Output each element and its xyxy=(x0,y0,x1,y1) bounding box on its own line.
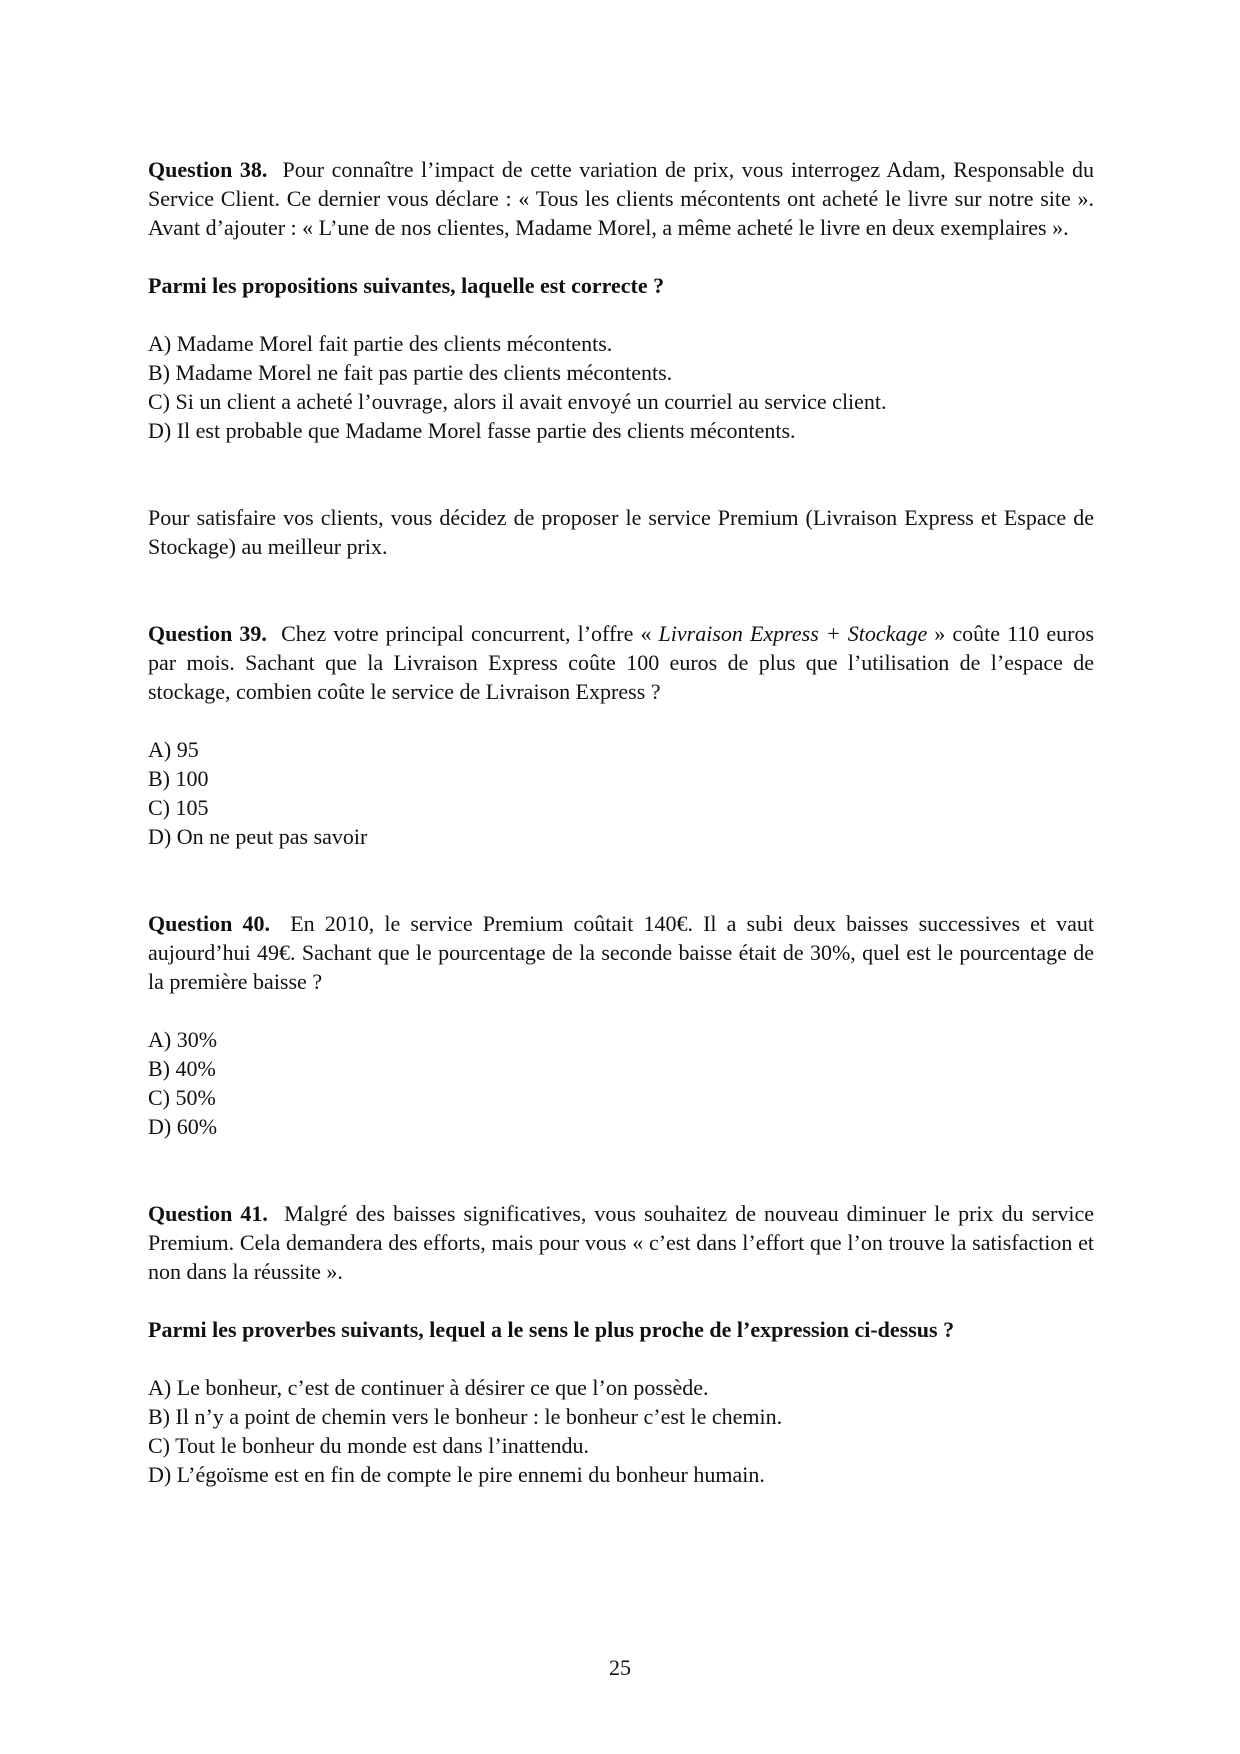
question-number: Question 40. xyxy=(148,911,270,936)
option-c: C) 50% xyxy=(148,1085,216,1110)
offer-name: Livraison Express + Stockage xyxy=(658,621,928,646)
question-39 xyxy=(148,619,1094,706)
question-text: Malgré des baisses significatives, vous souhaitez de nouveau diminuer le prix du service Premium. Cela demandera des efforts, mais pour vous « c’est dans l’effort que l’on trouve la satisfaction et non dans la réussite ». xyxy=(148,1201,1094,1284)
option-c: C) 105 xyxy=(148,795,209,820)
question-41 xyxy=(148,1199,1094,1286)
option-c: C) Tout le bonheur du monde est dans l’inattendu. xyxy=(148,1433,590,1458)
option-d: D) Il est probable que Madame Morel fasse partie des clients mécontents. xyxy=(148,418,796,443)
intro-paragraph: Pour satisfaire vos clients, vous décidez de proposer le service Premium (Livraison Express et Espace de Stockage) au meilleur prix. xyxy=(148,505,1094,559)
question-number: Question 38. xyxy=(148,157,268,182)
question-text: En 2010, le service Premium coûtait 140€. Il a subi deux baisses successives et vaut aujourd’hui 49€. Sachant que le pourcentage de la seconde baisse était de 30%, quel est le pourcentage de la première baisse ? xyxy=(148,911,1094,994)
answer-options xyxy=(148,1025,1094,1141)
option-d: D) L’égoïsme est en fin de compte le pire ennemi du bonheur humain. xyxy=(148,1462,765,1487)
option-b: B) Il n’y a point de chemin vers le bonheur : le bonheur c’est le chemin. xyxy=(148,1404,783,1429)
page-number: 25 xyxy=(609,1655,631,1680)
question-number: Question 39. xyxy=(148,621,267,646)
page-content xyxy=(148,155,1094,1489)
question-prompt: Parmi les proverbes suivants, lequel a le sens le plus proche de l’expression ci-dessus ? xyxy=(148,1317,955,1342)
answer-options xyxy=(148,329,1094,445)
question-text-end: » coûte 110 euros par mois. Sachant que la Livraison Express coûte 100 euros de plus que l’utilisation de l’espace de stockage, combien coûte le service de Livraison Express ? xyxy=(148,621,1095,704)
option-d: D) 60% xyxy=(148,1114,218,1139)
question-38 xyxy=(148,155,1094,242)
option-a: A) Madame Morel fait partie des clients mécontents. xyxy=(148,331,613,356)
option-c: C) Si un client a acheté l’ouvrage, alors il avait envoyé un courriel au service client. xyxy=(148,389,887,414)
option-d: D) On ne peut pas savoir xyxy=(148,824,368,849)
option-b: B) 40% xyxy=(148,1056,216,1081)
question-text: Pour connaître l’impact de cette variation de prix, vous interrogez Adam, Responsable du Service Client. Ce dernier vous déclare : « Tous les clients mécontents ont acheté le livre sur notre site ». Avant d’ajouter : « L’une de nos clientes, Madame Morel, a même acheté le livre en deux exemplaires ». xyxy=(148,157,1094,240)
question-prompt: Parmi les propositions suivantes, laquelle est correcte ? xyxy=(148,273,665,298)
answer-options xyxy=(148,1373,1094,1489)
answer-options xyxy=(148,735,1094,851)
option-b: B) 100 xyxy=(148,766,209,791)
option-b: B) Madame Morel ne fait pas partie des clients mécontents. xyxy=(148,360,673,385)
question-number: Question 41. xyxy=(148,1201,268,1226)
question-text-start: Chez votre principal concurrent, l’offre « xyxy=(281,621,659,646)
question-40 xyxy=(148,909,1094,996)
option-a: A) 30% xyxy=(148,1027,218,1052)
option-a: A) Le bonheur, c’est de continuer à désirer ce que l’on possède. xyxy=(148,1375,709,1400)
option-a: A) 95 xyxy=(148,737,199,762)
